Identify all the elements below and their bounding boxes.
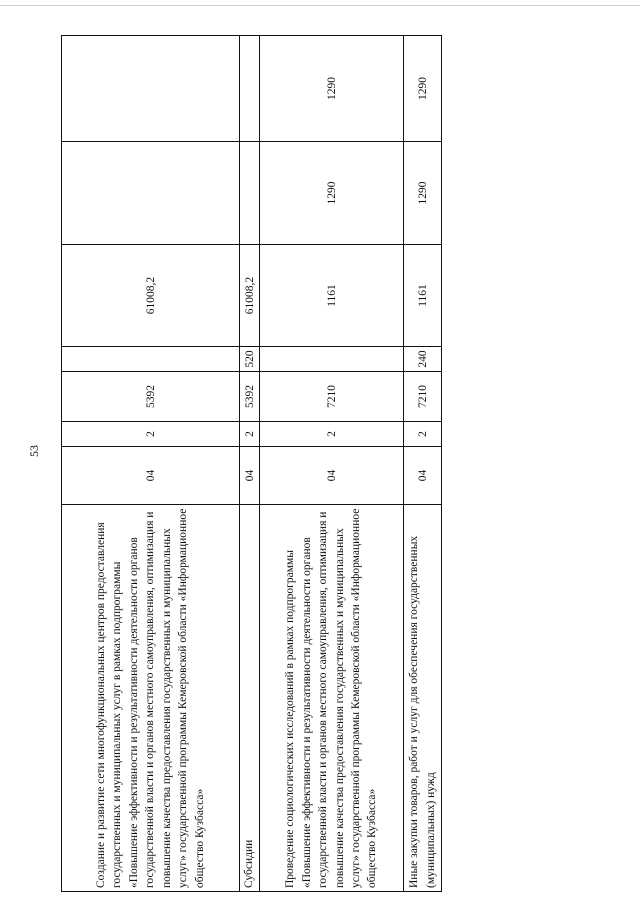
row-name: Субсидии — [240, 505, 260, 892]
cell-target: 5392 — [240, 372, 260, 422]
cell-subsection: 2 — [62, 422, 240, 447]
cell-amount-1: 1161 — [260, 245, 404, 347]
budget-table — [61, 35, 442, 892]
cell-target: 7210 — [404, 372, 442, 422]
cell-amount-1: 61008,2 — [240, 245, 260, 347]
cell-expense-type: 520 — [240, 347, 260, 372]
cell-expense-type — [260, 347, 404, 372]
table-row — [62, 36, 240, 892]
cell-target: 5392 — [62, 372, 240, 422]
table-row — [240, 36, 260, 892]
cell-amount-3: 1290 — [260, 36, 404, 142]
cell-subsection: 2 — [404, 422, 442, 447]
cell-target: 7210 — [260, 372, 404, 422]
table-row — [260, 36, 404, 892]
cell-section: 04 — [62, 447, 240, 505]
cell-section: 04 — [240, 447, 260, 505]
cell-amount-2 — [240, 142, 260, 245]
page-number: 53 — [27, 445, 41, 457]
cell-amount-2: 1290 — [404, 142, 442, 245]
cell-section: 04 — [260, 447, 404, 505]
cell-amount-2: 1290 — [260, 142, 404, 245]
scan-edge-line — [0, 5, 640, 6]
cell-amount-3 — [62, 36, 240, 142]
table-row — [404, 36, 442, 892]
rotated-sheet — [61, 36, 441, 892]
cell-expense-type — [62, 347, 240, 372]
cell-amount-3 — [240, 36, 260, 142]
cell-amount-1: 61008,2 — [62, 245, 240, 347]
cell-amount-1: 1161 — [404, 245, 442, 347]
cell-amount-3: 1290 — [404, 36, 442, 142]
row-name: Создание и развитие сети многофункциональных центров предоставления государственных и муниципальных услуг в рамках подпрограммы «Повышение эффективности и результативности деятельности органов государственной власти и органов местного самоуправления, оптимизация и повышение качества предоставления государственных и муниципальных услуг» государственной программы Кемеровской области «Информационное общество Кузбасса» — [62, 505, 240, 892]
cell-subsection: 2 — [240, 422, 260, 447]
cell-expense-type: 240 — [404, 347, 442, 372]
cell-section: 04 — [404, 447, 442, 505]
cell-subsection: 2 — [260, 422, 404, 447]
cell-amount-2 — [62, 142, 240, 245]
row-name: Проведение социологических исследований в рамках подпрограммы «Повышение эффективности и результативности деятельности органов государственной власти и органов местного самоуправления, оптимизация и повышение качества предоставления государственных и муниципальных услуг» государственной программы Кемеровской области «Информационное общество Кузбасса» — [260, 505, 404, 892]
row-name: Иные закупки товаров, работ и услуг для обеспечения государственных (муниципальных) нужд — [404, 505, 442, 892]
